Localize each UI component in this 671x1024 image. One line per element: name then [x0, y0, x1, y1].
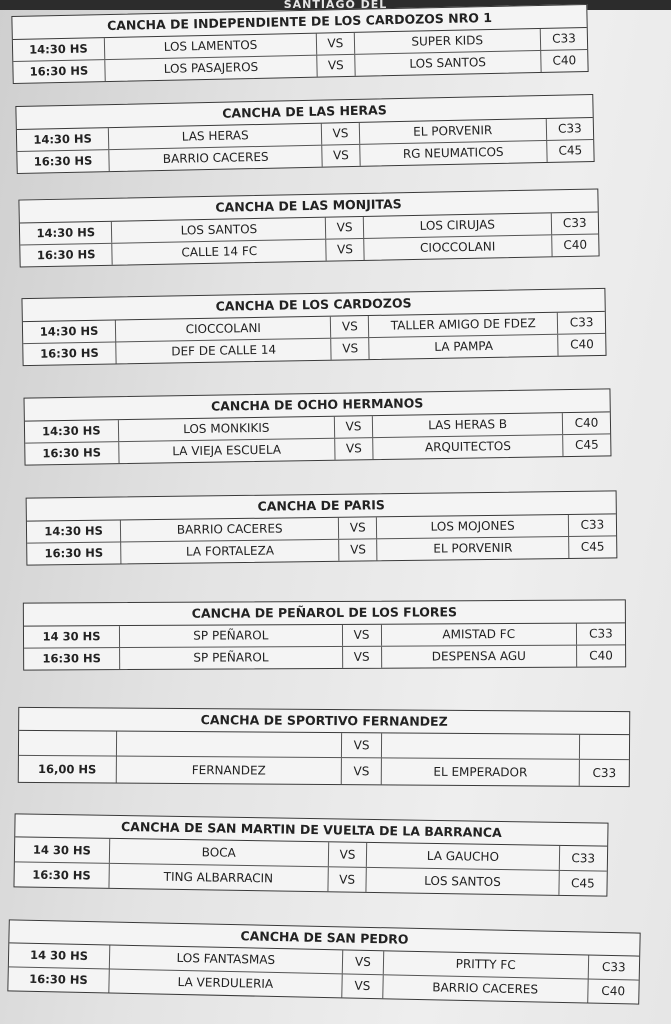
match-time: 14:30 HS	[20, 222, 113, 245]
away-team: BARRIO CACERES	[383, 975, 588, 1002]
block-title: CANCHA DE LOS CARDOZOS	[22, 289, 604, 322]
table-row	[24, 623, 625, 648]
home-team: LA VERDULERIA	[109, 970, 343, 998]
block-title: CANCHA DE SAN MARTIN DE VUELTA DE LA BARRANCA	[15, 814, 607, 846]
away-team: LOS MOJONES	[377, 515, 569, 538]
block-sportivo-fernandez	[18, 707, 631, 787]
vs-label: VS	[339, 539, 378, 560]
away-team: PRITTY FC	[384, 951, 589, 978]
category: C33	[580, 517, 605, 532]
home-team: CALLE 14 FC	[113, 240, 327, 265]
vs-label: VS	[342, 758, 382, 784]
home-team: LOS MONKIKIS	[118, 417, 335, 441]
category: C33	[589, 626, 613, 641]
category: C40	[574, 415, 599, 430]
away-team: AMISTAD FC	[382, 624, 577, 646]
vs-label: VS	[331, 316, 369, 338]
category: C40	[570, 337, 594, 352]
home-team: BARRIO CACERES	[109, 146, 323, 171]
match-time: 16,00 HS	[19, 756, 117, 783]
away-team: LOS CIRUJAS	[364, 213, 552, 238]
match-time: 16:30 HS	[27, 542, 121, 564]
page-header: SANTIAGO DEL	[0, 0, 671, 10]
block-san-martin	[13, 813, 608, 896]
home-team: LOS PASAJEROS	[105, 56, 318, 81]
home-team: FERNANDEZ	[116, 757, 342, 785]
vs-label: VS	[343, 647, 382, 668]
block-las-heras	[15, 94, 594, 174]
vs-label: VS	[342, 974, 383, 998]
home-team: LOS SANTOS	[112, 218, 326, 243]
home-team: SP PEÑAROL	[120, 625, 342, 647]
match-time: 14:30 HS	[25, 420, 119, 442]
category: C45	[580, 539, 605, 554]
match-time: 14 30 HS	[9, 943, 110, 968]
table-row	[24, 645, 625, 669]
vs-label: VS	[342, 625, 381, 646]
match-time: 16:30 HS	[25, 442, 119, 464]
vs-label: VS	[343, 950, 384, 974]
category: C45	[574, 437, 599, 452]
away-team: ARQUITECTOS	[373, 435, 563, 459]
away-team: EL EMPERADOR	[382, 758, 580, 785]
category: C40	[601, 983, 626, 999]
vs-label: VS	[317, 33, 355, 55]
home-team: DEF DE CALLE 14	[116, 339, 332, 364]
away-team: TALLER AMIGO DE FDEZ	[369, 313, 558, 337]
block-paris	[26, 490, 618, 565]
block-las-monjitas	[18, 188, 599, 267]
table-row	[19, 756, 629, 786]
away-team: LA GAUCHO	[367, 843, 560, 870]
match-time: 14 30 HS	[15, 837, 110, 862]
block-title: CANCHA DE PEÑAROL DE LOS FLORES	[24, 600, 625, 626]
vs-label: VS	[335, 438, 373, 460]
category: C33	[592, 765, 617, 781]
vs-label: VS	[317, 55, 355, 77]
match-time: 16:30 HS	[17, 150, 110, 173]
away-team: LA PAMPA	[369, 335, 558, 359]
match-time: 16:30 HS	[13, 60, 105, 83]
category: C40	[589, 648, 613, 663]
match-time: 16:30 HS	[8, 967, 109, 992]
home-team: TING ALBARRACIN	[109, 864, 328, 891]
block-title: CANCHA DE LAS HERAS	[16, 95, 592, 130]
match-time: 14:30 HS	[23, 320, 116, 343]
match-time	[19, 731, 117, 756]
vs-label: VS	[332, 338, 370, 360]
match-time: 16:30 HS	[14, 862, 109, 887]
vs-label: VS	[342, 733, 382, 757]
match-time: 14:30 HS	[27, 520, 121, 542]
home-team: LA VIEJA ESCUELA	[119, 439, 336, 463]
match-time: 16:30 HS	[24, 648, 120, 670]
category: C33	[569, 315, 594, 330]
match-time: 14:30 HS	[13, 38, 105, 61]
vs-label: VS	[339, 517, 378, 538]
block-title: CANCHA DE OCHO HERMANOS	[25, 389, 610, 421]
vs-label: VS	[328, 867, 367, 892]
block-ocho-hermanos	[24, 388, 612, 465]
away-team: DESPENSA AGU	[382, 646, 577, 668]
away-team: RG NEUMATICOS	[360, 141, 548, 166]
block-title: CANCHA DE LAS MONJITAS	[19, 189, 597, 223]
home-team: CIOCCOLANI	[116, 317, 332, 342]
home-team: LOS LAMENTOS	[105, 34, 318, 59]
match-time: 16:30 HS	[23, 342, 116, 365]
match-time: 14:30 HS	[17, 128, 110, 151]
home-team: LA FORTALEZA	[121, 540, 339, 564]
category: C33	[562, 215, 587, 231]
vs-label: VS	[329, 842, 368, 867]
block-title: CANCHA DE SPORTIVO FERNANDEZ	[19, 708, 629, 735]
category: C40	[563, 237, 588, 253]
category: C45	[558, 143, 583, 158]
block-title: CANCHA DE SAN PEDRO	[9, 920, 639, 956]
vs-label: VS	[335, 416, 373, 438]
vs-label: VS	[322, 123, 360, 145]
vs-label: VS	[323, 145, 361, 167]
category: C40	[552, 53, 577, 68]
home-team	[117, 732, 343, 758]
category: C33	[571, 851, 596, 866]
home-team: BARRIO CACERES	[121, 518, 339, 542]
category: C33	[601, 959, 626, 975]
away-team: CIOCCOLANI	[364, 235, 552, 260]
away-team: EL PORVENIR	[378, 537, 570, 560]
block-penarol-flores	[23, 599, 626, 670]
home-team: BOCA	[110, 839, 329, 866]
home-team: LOS FANTASMAS	[110, 946, 344, 974]
category	[580, 735, 629, 759]
block-los-cardozos	[21, 288, 606, 366]
away-team: LOS SANTOS	[355, 51, 542, 76]
match-time: 14 30 HS	[24, 626, 120, 648]
vs-label: VS	[326, 217, 364, 239]
home-team: SP PEÑAROL	[120, 647, 342, 669]
away-team: LOS SANTOS	[367, 868, 560, 895]
block-title: CANCHA DE PARIS	[27, 491, 616, 521]
away-team: LAS HERAS B	[373, 413, 563, 437]
block-san-pedro	[7, 919, 640, 1004]
category: C45	[570, 876, 595, 891]
block-title: CANCHA DE INDEPENDIENTE DE LOS CARDOZOS NRO 1	[12, 5, 586, 40]
match-time: 16:30 HS	[20, 244, 113, 267]
away-team	[382, 733, 580, 758]
vs-label: VS	[327, 239, 365, 261]
block-independiente	[11, 4, 588, 84]
category: C33	[551, 31, 576, 46]
away-team: SUPER KIDS	[354, 29, 541, 54]
away-team: EL PORVENIR	[359, 119, 547, 144]
home-team: LAS HERAS	[109, 124, 323, 149]
category: C33	[557, 121, 582, 136]
